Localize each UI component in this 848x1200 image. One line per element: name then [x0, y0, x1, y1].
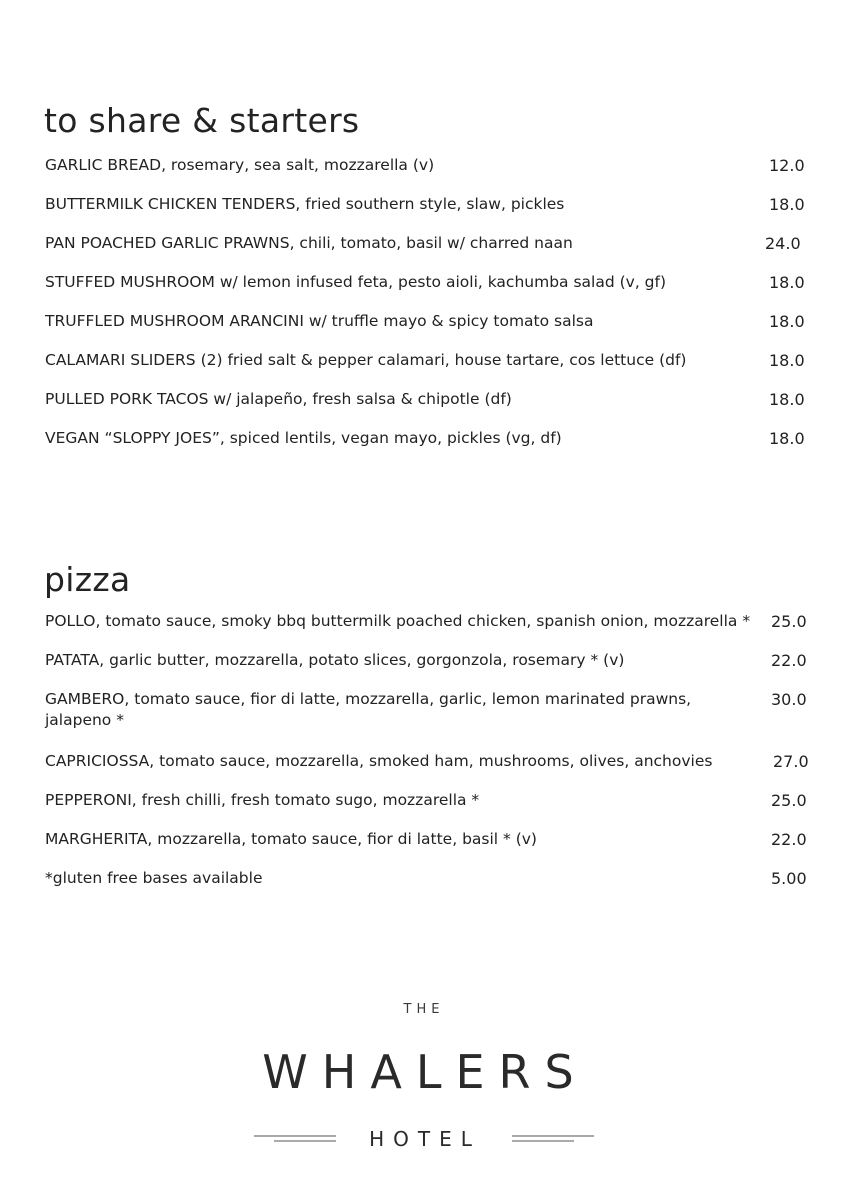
menu-item-price: 18.0: [769, 351, 805, 370]
menu-item-name: POLLO, tomato sauce, smoky bbq buttermilk poached chicken, spanish onion, mozzarella *: [45, 612, 751, 630]
menu-item-name: GAMBERO, tomato sauce, fior di latte, mozzarella, garlic, lemon marinated prawns, jalapeno *: [45, 690, 692, 729]
menu-item-price: 22.0: [771, 830, 807, 849]
menu-item-price: 18.0: [769, 273, 805, 292]
menu-item: [45, 829, 805, 850]
menu-item: [45, 350, 805, 371]
menu-item-name: PAN POACHED GARLIC PRAWNS, chili, tomato, basil w/ charred naan: [45, 234, 573, 252]
menu-item: [45, 428, 805, 449]
menu-item-price: 25.0: [771, 612, 807, 631]
menu-item-name: *gluten free bases available: [45, 869, 263, 887]
menu-item: [45, 194, 805, 215]
menu-item: [45, 155, 805, 176]
hotel-right-rule: [512, 1136, 594, 1141]
menu-item-price: 18.0: [769, 429, 805, 448]
menu-item: [45, 868, 805, 889]
menu-item-name: PEPPERONI, fresh chilli, fresh tomato sugo, mozzarella *: [45, 791, 480, 809]
menu-item: [45, 611, 805, 632]
menu-item-price: 18.0: [769, 390, 805, 409]
menu-item-name: CAPRICIOSSA, tomato sauce, mozzarella, smoked ham, mushrooms, olives, anchovies: [45, 752, 713, 770]
menu-item: [45, 272, 805, 293]
menu-item-price: 30.0: [771, 690, 807, 709]
whalers-logo-text: WHALERS: [262, 1045, 588, 1098]
menu-item: [45, 233, 805, 254]
menu-item-name: VEGAN “SLOPPY JOES”, spiced lentils, vegan mayo, pickles (vg, df): [45, 429, 562, 447]
logo-the-text: THE: [403, 1002, 445, 1017]
menu-item: [45, 689, 805, 731]
menu-item-name: CALAMARI SLIDERS (2) fried salt & pepper calamari, house tartare, cos lettuce (df): [45, 351, 687, 369]
menu-item-name: MARGHERITA, mozzarella, tomato sauce, fior di latte, basil * (v): [45, 830, 537, 848]
menu-item-price: 18.0: [769, 195, 805, 214]
section-title-starters: to share & starters: [44, 101, 360, 140]
menu-item: [45, 311, 805, 332]
menu-item: [45, 650, 805, 671]
menu-item-price: 24.0: [765, 234, 801, 253]
menu-item-name: GARLIC BREAD, rosemary, sea salt, mozzarella (v): [45, 156, 435, 174]
menu-item-price: 27.0: [773, 752, 809, 771]
hotel-logo-row: [250, 1124, 600, 1154]
whalers-logo: [245, 1038, 605, 1098]
menu-item-price: 12.0: [769, 156, 805, 175]
menu-item-name: STUFFED MUSHROOM w/ lemon infused feta, pesto aioli, kachumba salad (v, gf): [45, 273, 667, 291]
menu-item-name: PATATA, garlic butter, mozzarella, potato slices, gorgonzola, rosemary * (v): [45, 651, 625, 669]
menu-item: [45, 389, 805, 410]
menu-item-price: 5.00: [771, 869, 807, 888]
hotel-logo-text: HOTEL: [369, 1127, 481, 1151]
menu-item-price: 18.0: [769, 312, 805, 331]
menu-item-name: TRUFFLED MUSHROOM ARANCINI w/ truffle mayo & spicy tomato salsa: [45, 312, 594, 330]
hotel-left-rule: [254, 1136, 336, 1141]
menu-item-price: 25.0: [771, 791, 807, 810]
section-title-pizza: pizza: [44, 560, 131, 599]
menu-item-name: BUTTERMILK CHICKEN TENDERS, fried southern style, slaw, pickles: [45, 195, 565, 213]
menu-item-name: PULLED PORK TACOS w/ jalapeño, fresh salsa & chipotle (df): [45, 390, 512, 408]
menu-item-price: 22.0: [771, 651, 807, 670]
menu-item: [45, 751, 809, 772]
menu-item: [45, 790, 805, 811]
